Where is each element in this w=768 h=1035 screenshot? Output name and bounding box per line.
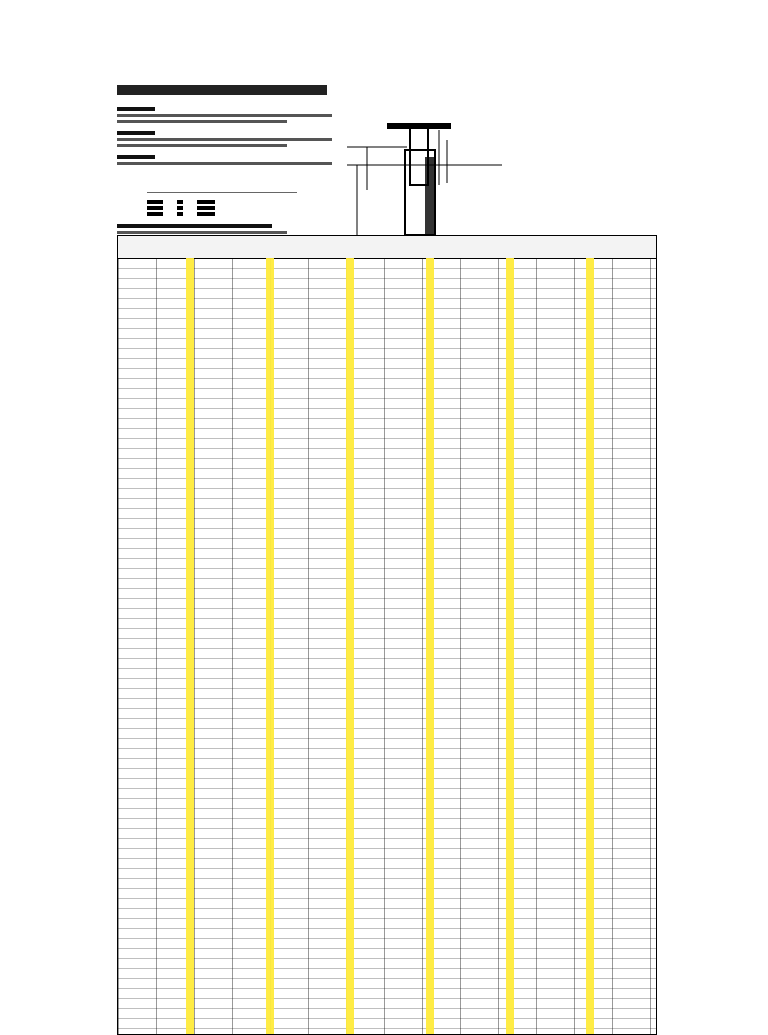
parameter-row bbox=[147, 212, 347, 216]
parameter-row bbox=[147, 206, 347, 210]
highlight-column bbox=[506, 258, 514, 1034]
text-line bbox=[117, 138, 332, 141]
highlight-column bbox=[186, 258, 194, 1034]
table-body bbox=[118, 258, 656, 1034]
highlight-column bbox=[426, 258, 434, 1034]
table-grid bbox=[118, 258, 656, 1034]
section-heading bbox=[117, 224, 272, 228]
highlight-column bbox=[586, 258, 594, 1034]
table-header bbox=[118, 236, 656, 259]
section-heading bbox=[117, 131, 155, 135]
text-line bbox=[117, 120, 287, 123]
parameter-row bbox=[147, 200, 347, 204]
formula bbox=[147, 174, 297, 193]
pile-diagram bbox=[347, 95, 502, 240]
page bbox=[117, 85, 657, 935]
section-heading bbox=[117, 107, 155, 111]
text-line bbox=[117, 144, 287, 147]
text-line bbox=[117, 162, 332, 165]
parameter-list bbox=[147, 200, 347, 216]
highlight-column bbox=[266, 258, 274, 1034]
highlight-column bbox=[346, 258, 354, 1034]
section-heading bbox=[117, 155, 155, 159]
text-line bbox=[117, 231, 287, 234]
text-block bbox=[117, 107, 347, 234]
cone-penetration-table bbox=[117, 235, 657, 1035]
text-line bbox=[117, 114, 332, 117]
page-title bbox=[117, 85, 327, 95]
